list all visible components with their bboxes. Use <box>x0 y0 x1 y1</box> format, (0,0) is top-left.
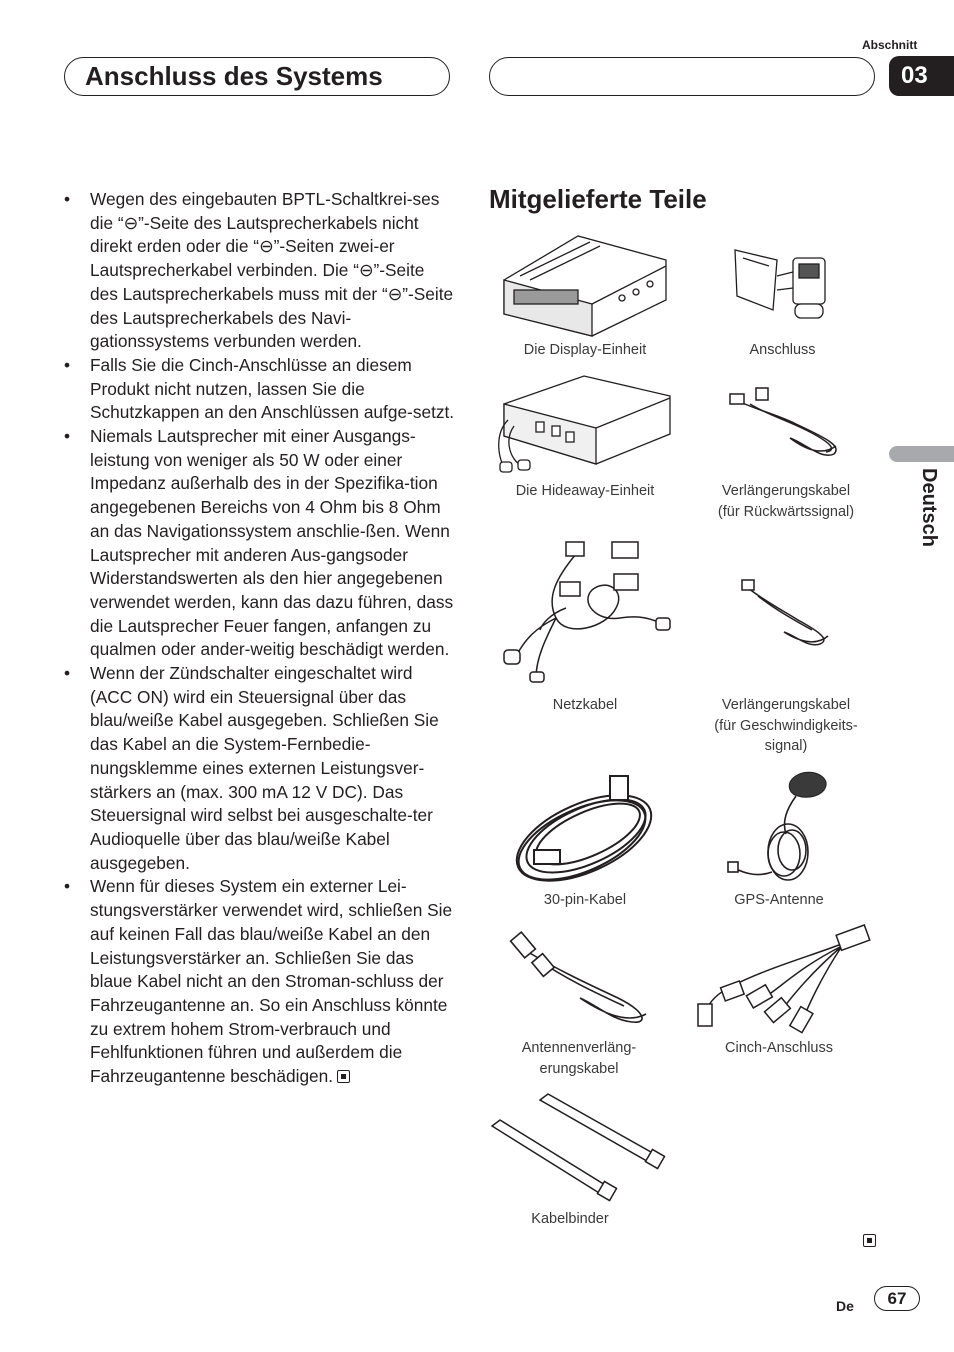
connector-illustration <box>733 246 829 324</box>
end-of-section-icon <box>863 1234 876 1247</box>
page-number: 67 <box>874 1286 920 1311</box>
part-caption: Netzkabel <box>552 697 618 713</box>
hideaway-unit-illustration <box>492 374 674 478</box>
language-code: De <box>836 1298 854 1314</box>
part-caption: Verlängerungskabel (für Rückwärtssignal) <box>717 483 855 520</box>
list-item: • Niemals Lautsprecher mit einer Ausgangs-leistung von weniger als 50 W oder einer Impedanz außerhalb des in der Spezifika-tion angegebenen Bereichs von 4 Ohm bis 8 Ohm an das Navigationssystem anschlie-ßen. Wenn Lautsprecher mit anderen Aus-gangsoder Widerstandswerten als den hier angegebenen verwendet werden, kann das dazu führen, dass die Lautsprecher Feuer fangen, anfangen zu qualmen oder ander-weitig beschädigt werden. <box>64 425 456 662</box>
antenna-extension-cable-illustration <box>508 930 652 1028</box>
cable-tie-illustration <box>488 1092 668 1204</box>
list-item: • Wenn für dieses System ein externer Lei-stungsverstärker verwendet wird, schließen Sie auf keinen Fall das blau/weiße Kabel an den Leistungsverstärker an. Schließen Sie das blaue Kabel nicht an den Stroman-schluss der Fahrzeugantenne an. So ein Anschluss könnte zu extrem hohem Strom-verbrauch und Fehlfunktionen führen und außerdem die Fahrzeugantenne beschädigen. <box>64 875 456 1088</box>
part-caption: Cinch-Anschluss <box>725 1040 833 1056</box>
list-item: • Wenn der Zündschalter eingeschaltet wird (ACC ON) wird ein Steuersignal über das blau/weiße Kabel ausgegeben. Schließen Sie das Kabel an die System-Fernbedie-nungsklemme eines externen Leistungsver-stärkers an (max. 300 mA 12 V DC). Das Steuersignal wird selbst bei ausgeschalte-ter Audioquelle über das blau/weiße Kabel ausgegeben. <box>64 662 456 875</box>
part-caption: Anschluss <box>749 342 816 358</box>
list-item: • Wegen des eingebauten BPTL-Schaltkrei-ses die “⊖”-Seite des Lautsprecherkabels nicht direkt erden oder die “⊖”-Seiten zwei-er Lautsprecherkabel verbinden. Die “⊖”-Seite des Lautsprecherkabels muss mit der “⊖”-Seite des Lautsprecherkabels des Navi-gationssystems verbunden werden. <box>64 188 456 354</box>
part-caption: Die Display-Einheit <box>523 342 647 358</box>
part-caption: Antennenverläng- erungskabel <box>521 1040 637 1077</box>
section-number: 03 <box>889 56 954 96</box>
part-caption: Die Hideaway-Einheit <box>515 483 655 499</box>
language-label: Deutsch <box>918 468 940 547</box>
minus-icon: ⊖ <box>387 283 403 304</box>
minus-icon: ⊖ <box>259 236 274 257</box>
power-cable-illustration <box>496 538 678 688</box>
list-item: • Falls Sie die Cinch-Anschlüsse an diesem Produkt nicht nutzen, lassen Sie die Schutzkappen an den Anschlüssen aufge-setzt. <box>64 354 456 425</box>
part-caption: Kabelbinder <box>531 1211 609 1227</box>
language-tab <box>916 468 940 558</box>
display-unit-illustration <box>500 232 672 338</box>
speed-extension-cable-illustration <box>736 576 834 648</box>
chapter-title-box <box>64 57 450 96</box>
gps-antenna-illustration <box>726 766 832 884</box>
30-pin-cable-illustration <box>504 770 664 888</box>
minus-icon: ⊖ <box>123 212 139 233</box>
header-empty-box <box>489 57 875 96</box>
section-label: Abschnitt <box>862 38 918 52</box>
cinch-connector-illustration <box>692 926 872 1032</box>
part-caption: GPS-Antenne <box>734 892 824 908</box>
end-of-section-icon <box>337 1070 350 1083</box>
part-caption: Verlängerungskabel (für Geschwindigkeits- signal) <box>714 697 858 754</box>
part-caption: 30-pin-Kabel <box>543 892 627 908</box>
section-heading: Mitgelieferte Teile <box>489 184 707 214</box>
chapter-title: Anschluss des Systems <box>85 61 383 91</box>
warning-list <box>64 188 456 1089</box>
minus-icon: ⊖ <box>358 260 374 281</box>
reverse-extension-cable-illustration <box>726 384 846 460</box>
language-tab-marker <box>889 446 954 462</box>
